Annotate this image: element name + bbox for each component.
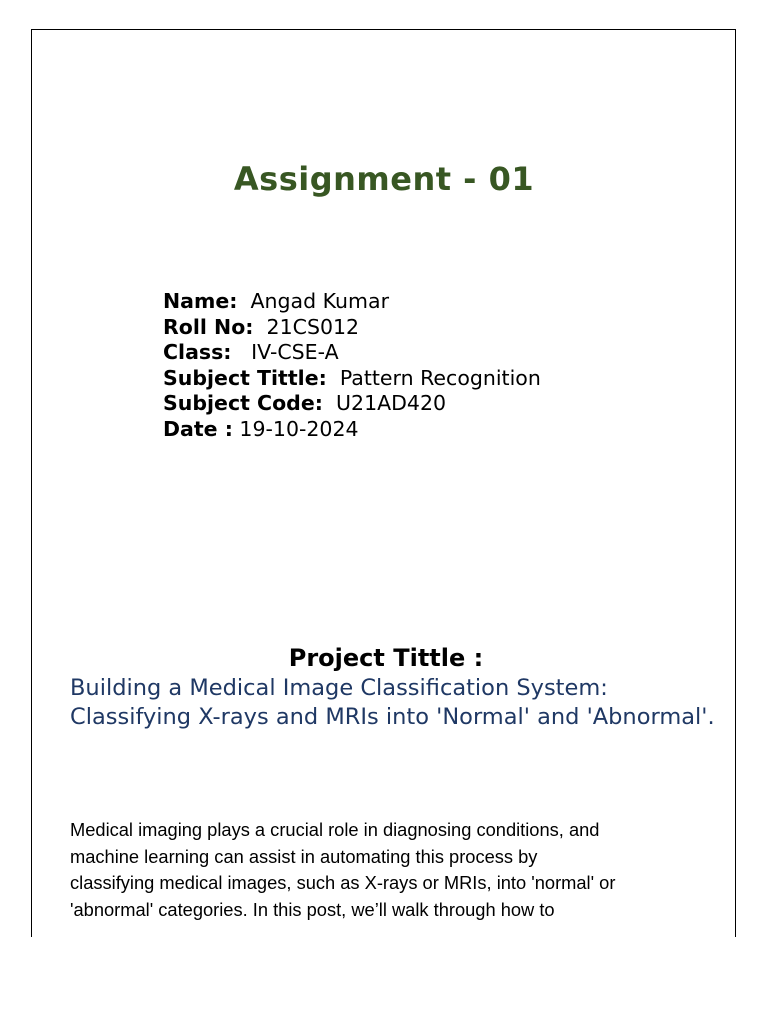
assignment-title: Assignment - 01 xyxy=(233,160,535,198)
date-value: 19-10-2024 xyxy=(239,416,359,441)
detail-row-date xyxy=(163,417,541,443)
project-title: Building a Medical Image Classification System: Classifying X-rays and MRIs into 'Normal' and 'Abnormal'. xyxy=(70,675,715,730)
intro-paragraph xyxy=(70,817,730,924)
date-label: Date : xyxy=(163,416,233,441)
subject-code-value: U21AD420 xyxy=(336,391,447,415)
detail-row-name xyxy=(163,289,541,315)
roll-no-label: Roll No: xyxy=(163,314,254,339)
detail-row-roll-no xyxy=(163,315,541,341)
intro-line: Medical imaging plays a crucial role in diagnosing conditions, and xyxy=(70,819,600,840)
subject-title-label: Subject Tittle: xyxy=(163,365,327,390)
detail-row-class xyxy=(163,340,541,366)
class-value: IV-CSE-A xyxy=(251,340,339,364)
name-value: Angad Kumar xyxy=(250,289,389,313)
roll-no-value: 21CS012 xyxy=(266,314,360,339)
detail-row-subject-code xyxy=(163,391,541,417)
intro-line: machine learning can assist in automating this process by xyxy=(70,845,538,867)
intro-line: classifying medical images, such as X-rays or MRIs, into 'normal' or xyxy=(70,872,616,894)
student-details xyxy=(163,289,541,442)
subject-code-label: Subject Code: xyxy=(163,391,323,415)
name-label: Name: xyxy=(163,289,238,313)
detail-row-subject-title xyxy=(163,366,541,392)
subject-title-value: Pattern Recognition xyxy=(339,365,541,390)
class-label: Class: xyxy=(163,340,232,364)
project-heading: Project Tittle : xyxy=(288,644,484,672)
intro-line: 'abnormal' categories. In this post, we’ll walk through how to xyxy=(70,899,555,921)
